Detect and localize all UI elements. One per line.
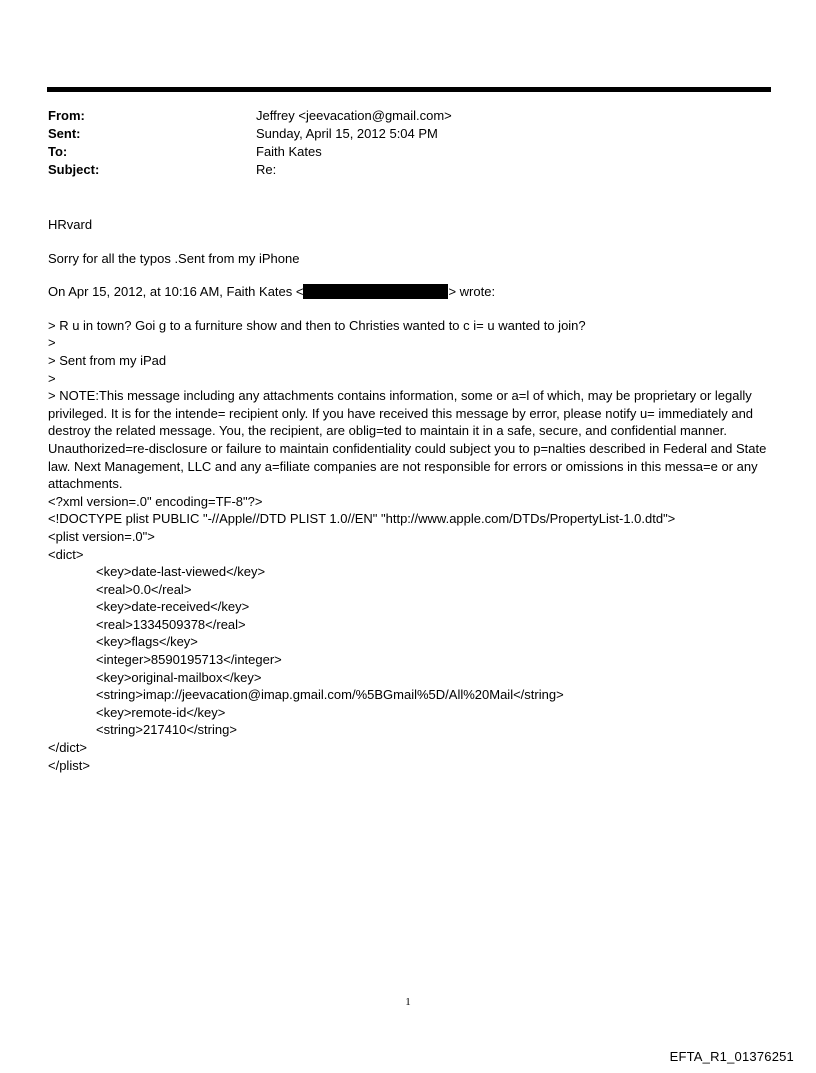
dict-open: <dict> xyxy=(48,546,84,562)
top-rule xyxy=(47,87,771,92)
legal-notice: > NOTE:This message including any attachments contains information, some or a=l of which, may be proprietary or legally privileged. It is for the intende= recipient only. If you have received this message by error, please notify u= immediately and destroy the related message. You, the recipient, are oblig=ted to maintain it in a safe, secure, and confidential manner. Unauthorized=re-disclosure or failure to maintain confidentiality could subject you to p=nalties described in Federal and State law. Next Management, LLC and any a=filiate companies are not responsible for errors or omissions in this messa=e or any attachments. xyxy=(48,388,767,492)
to-row xyxy=(48,143,748,161)
xml-declaration: <?xml version=.0" encoding=TF-8"?> xyxy=(48,493,263,509)
subject-label: Subject: xyxy=(48,162,100,177)
document-id: EFTA_R1_01376251 xyxy=(669,1049,794,1064)
quoted-line: > Sent from my iPad xyxy=(48,352,167,368)
plist-close: </plist> xyxy=(48,757,90,773)
plist-entry: <string>217410</string> xyxy=(96,722,237,738)
plist-entry: <key>original-mailbox</key> xyxy=(96,669,262,685)
plist-entry: <real>1334509378</real> xyxy=(96,616,246,632)
sent-row xyxy=(48,125,748,143)
email-body xyxy=(48,216,772,774)
quoted-line: > xyxy=(48,335,56,351)
dict-close: </dict> xyxy=(48,740,88,756)
sent-label: Sent: xyxy=(48,126,81,141)
plist-open: <plist version=.0"> xyxy=(48,528,155,544)
plist-entry: <real>0.0</real> xyxy=(96,581,192,597)
subject-value: Re: xyxy=(256,162,277,177)
from-value: Jeffrey <jeevacation@gmail.com> xyxy=(256,108,452,123)
plist-entry: <key>date-last-viewed</key> xyxy=(96,564,266,580)
body-line-2: Sorry for all the typos .Sent from my iPhone xyxy=(48,250,300,266)
page-number: 1 xyxy=(405,996,411,1008)
quoted-line: > xyxy=(48,370,56,386)
plist-entry: <key>flags</key> xyxy=(96,634,198,650)
plist-entry: <key>date-received</key> xyxy=(96,599,250,615)
body-line-1: HRvard xyxy=(48,217,93,232)
sent-value: Sunday, April 15, 2012 5:04 PM xyxy=(256,126,438,141)
plist-entry: <integer>8590195713</integer> xyxy=(96,652,282,668)
reply-prefix: On Apr 15, 2012, at 10:16 AM, Faith Kates < xyxy=(48,284,304,300)
reply-attribution xyxy=(48,283,772,301)
to-value: Faith Kates xyxy=(256,144,322,159)
from-label: From: xyxy=(48,108,85,123)
quoted-line: > R u in town? Goi g to a furniture show and then to Christies wanted to c i= u wanted to join? xyxy=(48,317,586,333)
plist-entry: <string>imap://jeevacation@imap.gmail.com/%5BGmail%5D/All%20Mail</string> xyxy=(96,687,564,703)
redaction-box xyxy=(303,284,448,299)
from-row xyxy=(48,107,748,125)
to-label: To: xyxy=(48,144,68,159)
plist-entry: <key>remote-id</key> xyxy=(96,704,226,720)
xml-doctype: <!DOCTYPE plist PUBLIC "-//Apple//DTD PLIST 1.0//EN" "http://www.apple.com/DTDs/PropertyList-1.0.dtd"> xyxy=(48,511,676,527)
reply-suffix: > wrote: xyxy=(448,284,496,300)
subject-row xyxy=(48,161,748,179)
email-header xyxy=(48,107,748,179)
